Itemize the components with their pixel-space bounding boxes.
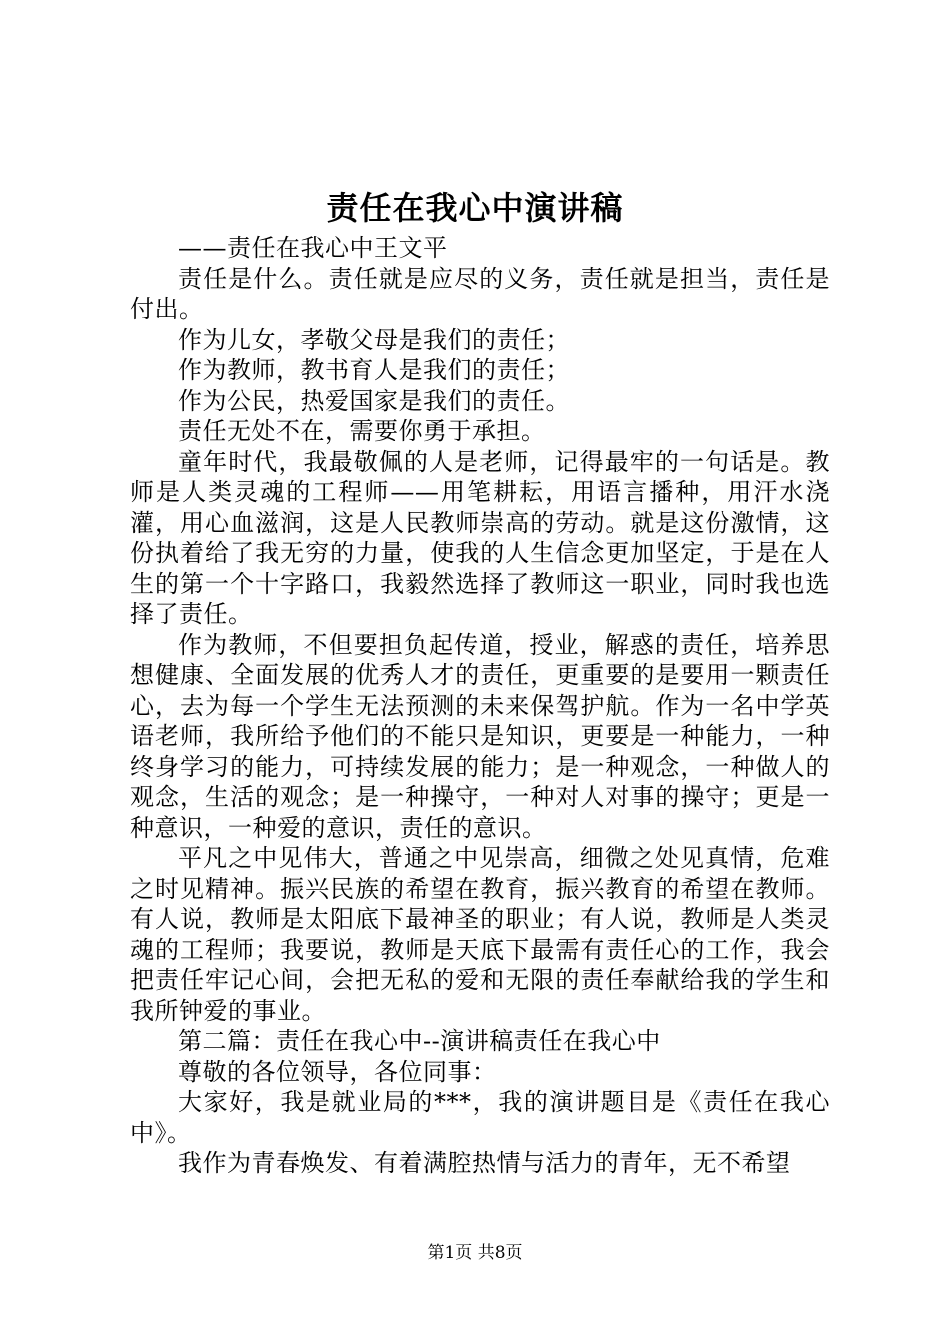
- page-number-footer: 第1页 共8页: [427, 1243, 523, 1263]
- paragraph: 责任无处不在，需要你勇于承担。: [178, 417, 546, 445]
- paragraph: 作为教师，教书育人是我们的责任；: [178, 356, 570, 384]
- paragraph: 我作为青春焕发、有着满腔热情与活力的青年，无不希望: [178, 1149, 791, 1177]
- section-heading: 第二篇：责任在我心中--演讲稿责任在我心中: [178, 1027, 661, 1055]
- paragraph: 作为儿女，孝敬父母是我们的责任；: [178, 325, 570, 354]
- paragraph-subtitle: ——责任在我心中王文平: [178, 234, 448, 262]
- document-title: 责任在我心中演讲稿: [326, 189, 624, 227]
- paragraph: 作为公民，热爱国家是我们的责任。: [178, 386, 570, 415]
- paragraph: 童年时代，我最敬佩的人是老师，记得最牢的一句话是。教师是人类灵魂的工程师——用笔耕耘，用语言播种，用汗水浇灌，用心血滋润，这是人民教师崇高的劳动。就是这份激情，这份执着给了我无穷的力量，使我的人生信念更加坚定，于是在人生的第一个十字路口，我毅然选择了教师这一职业，同时我也选择了责任。: [130, 447, 830, 628]
- salutation: 尊敬的各位领导，各位同事：: [178, 1057, 497, 1086]
- paragraph: 平凡之中见伟大，普通之中见崇高，细微之处见真情，危难之时见精神。振兴民族的希望在教育，振兴教育的希望在教师。有人说，教师是太阳底下最神圣的职业；有人说，教师是人类灵魂的工程师；我要说，教师是天底下最需有责任心的工作，我会把责任牢记心间，会把无私的爱和无限的责任奉献给我的学生和我所钟爱的事业。: [130, 844, 830, 1025]
- paragraph: 作为教师，不但要担负起传道，授业，解惑的责任，培养思想健康、全面发展的优秀人才的责任，更重要的是要用一颗责任心，去为每一个学生无法预测的未来保驾护航。作为一名中学英语老师，我所给予他们的不能只是知识，更要是一种能力，一种终身学习的能力，可持续发展的能力；是一种观念，一种做人的观念，生活的观念；是一种操守，一种对人对事的操守；更是一种意识，一种爱的意识，责任的意识。: [130, 630, 830, 842]
- document-body: [130, 233, 830, 1179]
- paragraph: 责任是什么。责任就是应尽的义务，责任就是担当，责任是付出。: [130, 264, 830, 323]
- paragraph: 大家好，我是就业局的***，我的演讲题目是《责任在我心中》。: [130, 1088, 830, 1147]
